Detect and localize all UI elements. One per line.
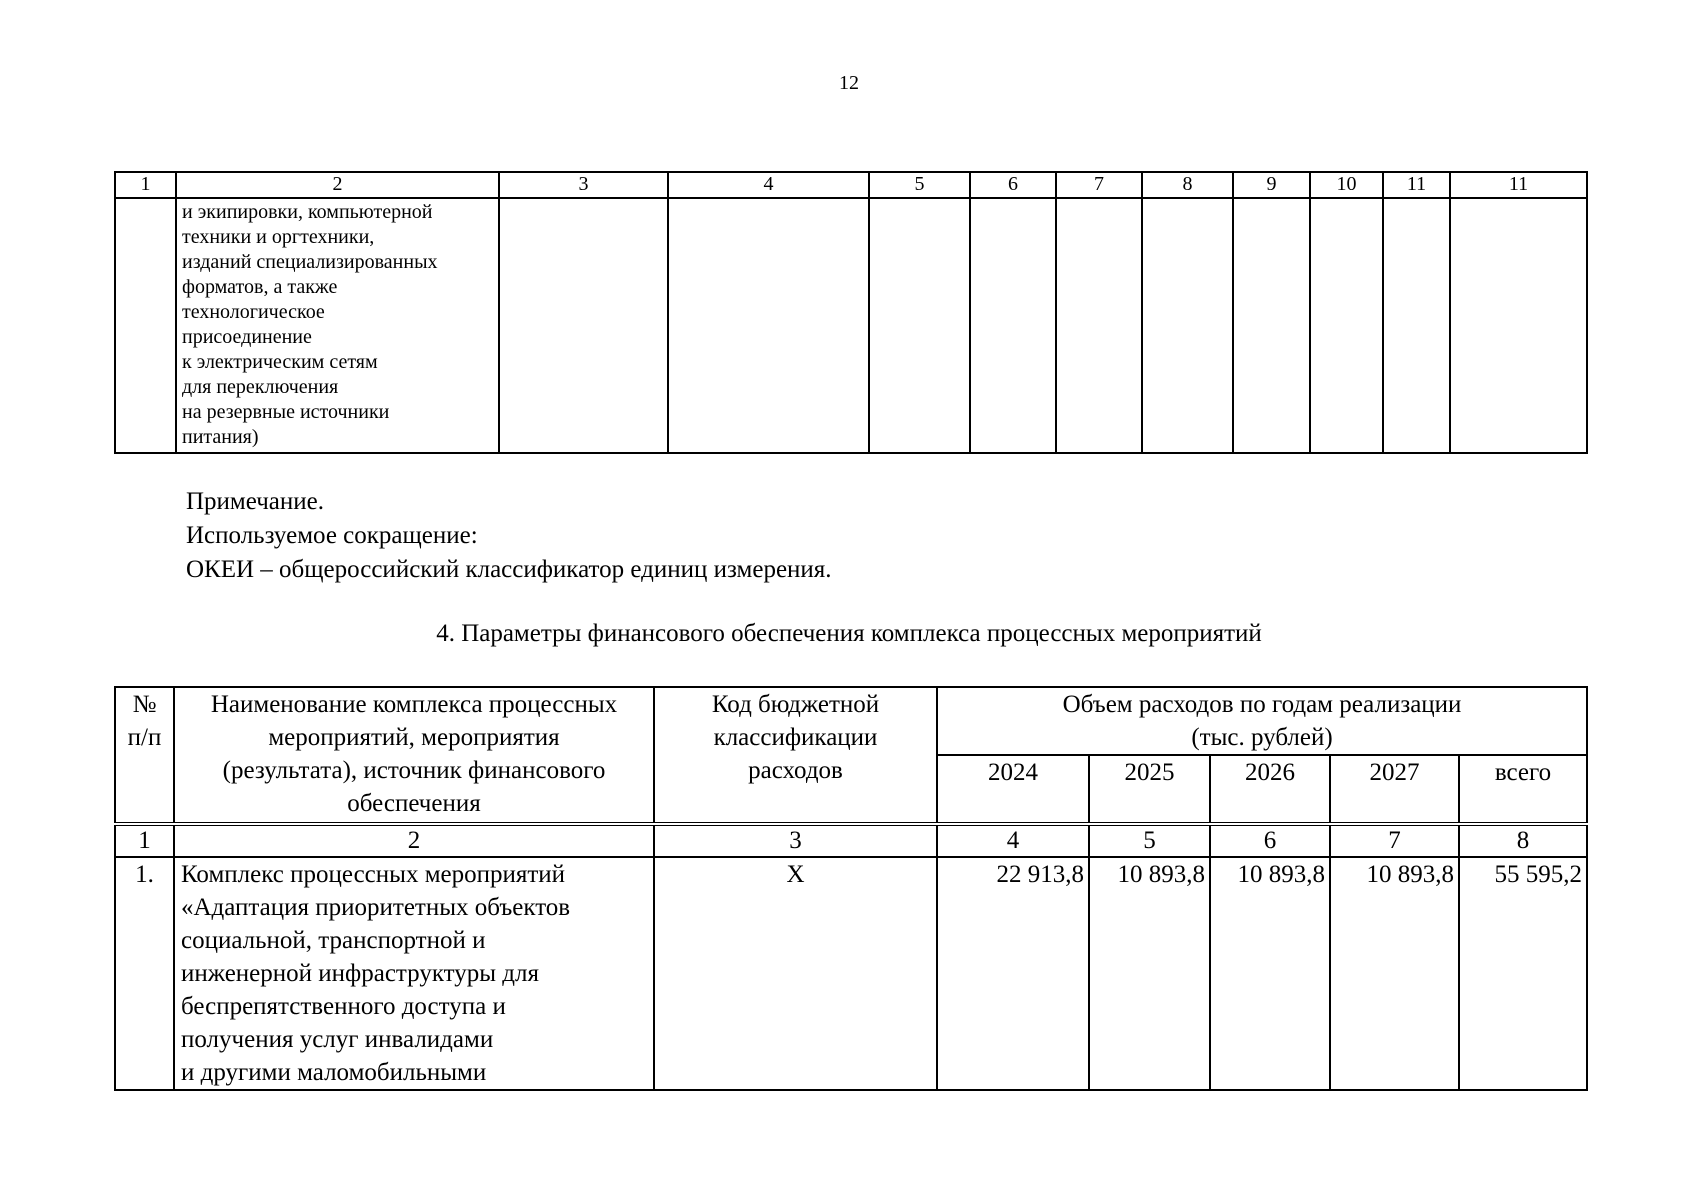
text-line: форматов, а также — [182, 276, 338, 298]
text-line: на резервные источники — [182, 401, 390, 423]
text-line: получения услуг инвалидами — [181, 1026, 494, 1053]
note-subtitle: Используемое сокращение: — [186, 522, 478, 549]
header-num-abbr: п/п — [127, 724, 162, 751]
budget-code-cell: X — [654, 857, 937, 1090]
column-number: 10 — [1310, 172, 1383, 198]
table-cell — [1450, 198, 1587, 453]
value-2024: 22 913,8 — [937, 857, 1089, 1090]
text-line: присоединение — [182, 326, 312, 348]
table-cell — [1383, 198, 1450, 453]
column-number-row — [115, 172, 1587, 198]
note-abbreviation: ОКЕИ – общероссийский классификатор единиц измерения. — [186, 556, 832, 583]
header-text-line: классификации — [713, 724, 878, 751]
text-line: к электрическим сетям — [182, 351, 378, 373]
header-text-line: Наименование комплекса процессных — [210, 691, 618, 718]
header-row — [115, 687, 1587, 755]
table-cell — [115, 198, 176, 453]
text-line: социальной, транспортной и — [181, 927, 486, 954]
header-text-line: (тыс. рублей) — [1191, 724, 1333, 751]
section-title: 4. Параметры финансового обеспечения комплекса процессных мероприятий — [436, 620, 1262, 647]
note-block — [186, 485, 832, 587]
column-number: 1 — [115, 824, 174, 857]
value-total: 55 595,2 — [1459, 857, 1587, 1090]
row-name-cell — [174, 857, 654, 1090]
text-line: для переключения — [182, 376, 339, 398]
column-number: 7 — [1330, 824, 1459, 857]
table-row — [115, 857, 1587, 1090]
text-line: «Адаптация приоритетных объектов — [181, 894, 571, 921]
text-line: техники и оргтехники, — [182, 226, 375, 248]
header-text-line: Код бюджетной — [711, 691, 880, 718]
column-number: 7 — [1056, 172, 1142, 198]
table-cell — [1142, 198, 1233, 453]
column-number: 11 — [1450, 172, 1587, 198]
table-cell — [1310, 198, 1383, 453]
value-2026: 10 893,8 — [1210, 857, 1330, 1090]
text-line: и экипировки, компьютерной — [182, 201, 433, 223]
text-line: технологическое — [182, 301, 325, 323]
header-name-cell — [174, 687, 654, 824]
column-number: 11 — [1383, 172, 1450, 198]
table-cell — [668, 198, 869, 453]
column-number: 8 — [1459, 824, 1587, 857]
header-num-symbol: № — [132, 691, 157, 718]
table-cell — [1233, 198, 1310, 453]
column-number: 6 — [1210, 824, 1330, 857]
column-number: 6 — [970, 172, 1056, 198]
header-num-cell — [115, 687, 174, 824]
header-total: всего — [1459, 755, 1587, 824]
item-name-cell — [176, 198, 499, 453]
column-number-row — [115, 824, 1587, 857]
column-number: 3 — [499, 172, 668, 198]
text-line: и другими маломобильными — [181, 1059, 487, 1086]
header-text-line: (результата), источник финансового — [222, 757, 606, 784]
column-number: 2 — [176, 172, 499, 198]
header-text-line: Объем расходов по годам реализации — [1062, 691, 1462, 718]
header-year: 2026 — [1210, 755, 1330, 824]
text-line: изданий специализированных — [182, 251, 438, 273]
table-cell — [1056, 198, 1142, 453]
column-number: 5 — [1089, 824, 1210, 857]
table-cell — [499, 198, 668, 453]
header-year: 2027 — [1330, 755, 1459, 824]
continuation-table — [114, 171, 1588, 454]
row-number: 1. — [115, 857, 174, 1090]
header-year: 2024 — [937, 755, 1089, 824]
text-line: Комплекс процессных мероприятий — [181, 861, 566, 888]
text-line: питания) — [182, 426, 259, 448]
header-code-cell — [654, 687, 937, 824]
table-cell — [869, 198, 970, 453]
column-number: 9 — [1233, 172, 1310, 198]
header-text-line: обеспечения — [347, 790, 481, 817]
column-number: 3 — [654, 824, 937, 857]
value-2025: 10 893,8 — [1089, 857, 1210, 1090]
column-number: 1 — [115, 172, 176, 198]
page-number: 12 — [839, 72, 859, 94]
table-cell — [970, 198, 1056, 453]
header-text-line: расходов — [748, 757, 843, 784]
header-year: 2025 — [1089, 755, 1210, 824]
column-number: 2 — [174, 824, 654, 857]
column-number: 8 — [1142, 172, 1233, 198]
text-line: инженерной инфраструктуры для — [181, 960, 539, 987]
header-text-line: мероприятий, мероприятия — [268, 724, 560, 751]
financing-table — [114, 686, 1588, 1091]
table-row — [115, 198, 1587, 453]
note-title: Примечание. — [186, 488, 325, 515]
column-number: 4 — [668, 172, 869, 198]
value-2027: 10 893,8 — [1330, 857, 1459, 1090]
text-line: беспрепятственного доступа и — [181, 993, 506, 1020]
column-number: 5 — [869, 172, 970, 198]
header-volume-cell — [937, 687, 1587, 755]
column-number: 4 — [937, 824, 1089, 857]
